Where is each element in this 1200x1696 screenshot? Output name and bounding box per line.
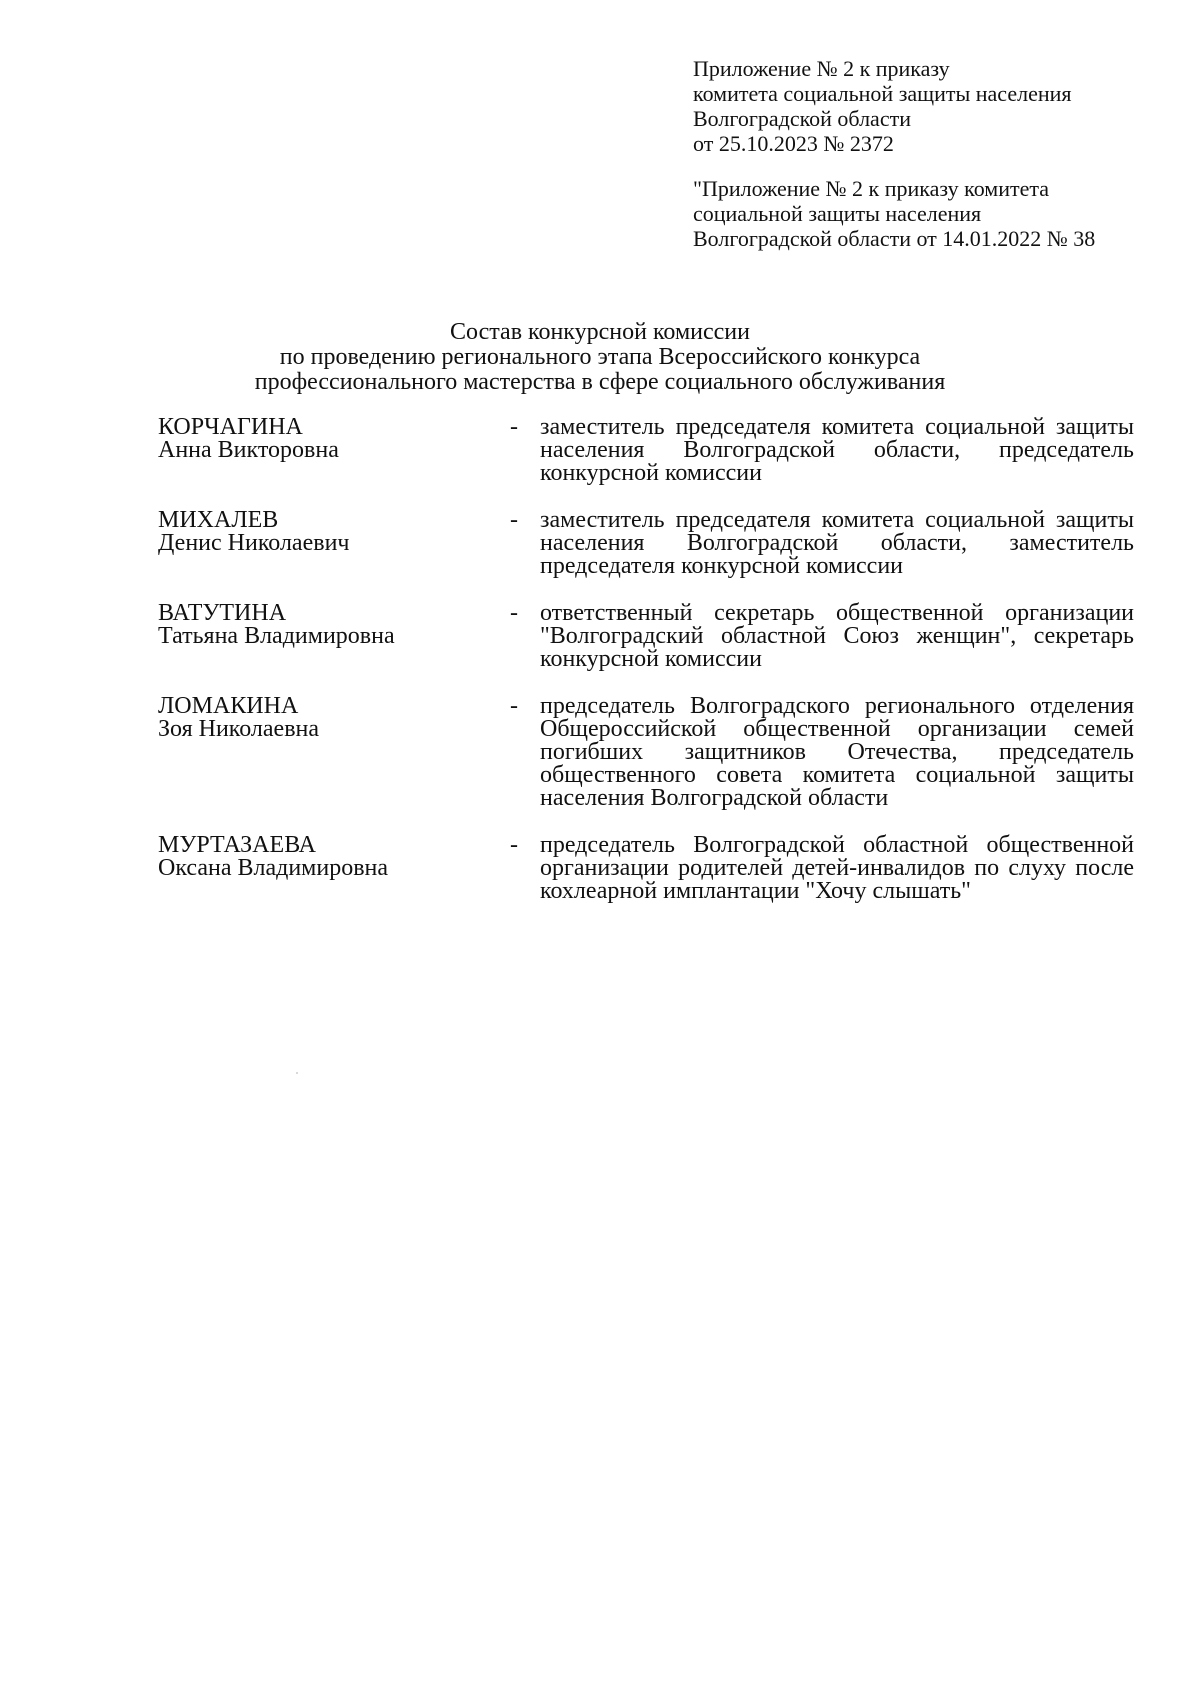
member-given-names: Зоя Николаевна	[158, 716, 320, 742]
member-surname: ЛОМАКИНА	[158, 693, 299, 719]
appendix-line: комитета социальной защиты населения	[693, 81, 1072, 106]
member-name	[158, 509, 494, 555]
member-given-names: Денис Николаевич	[158, 530, 350, 556]
member-name	[158, 695, 494, 741]
member-surname: МИХАЛЕВ	[158, 507, 279, 533]
appendix-line: Волгоградской области от 14.01.2022 № 38	[693, 226, 1096, 251]
member-surname: ВАТУТИНА	[158, 600, 287, 626]
appendix-line: "Приложение № 2 к приказу комитета	[693, 176, 1050, 201]
appendix-date-number-line: от 25.10.2023 № 2372	[693, 131, 894, 156]
member-dash: -	[510, 693, 518, 719]
member-name	[158, 602, 494, 648]
member-entry	[158, 602, 1134, 671]
member-entry	[158, 834, 1134, 903]
member-role: председатель Волгоградского регионального отделения Общероссийской общественной организации семей погибших защитников Отечества, председатель общественного совета комитета социальной защиты населения Волгоградской области	[540, 693, 1134, 811]
member-dash: -	[510, 600, 518, 626]
appendix-header-previous	[693, 176, 1163, 251]
commission-members-list	[158, 416, 1134, 903]
member-dash: -	[510, 507, 518, 533]
member-surname: МУРТАЗАЕВА	[158, 832, 317, 858]
member-given-names: Оксана Владимировна	[158, 855, 389, 881]
member-role: председатель Волгоградской областной общественной организации родителей детей-инвалидов по слуху после кохлеарной имплантации "Хочу слышать"	[540, 832, 1134, 904]
appendix-header-current	[693, 56, 1163, 156]
member-entry	[158, 509, 1134, 578]
document-title	[0, 320, 1200, 395]
member-dash: -	[510, 832, 518, 858]
member-entry	[158, 695, 1134, 810]
member-entry	[158, 416, 1134, 485]
member-role: заместитель председателя комитета социальной защиты населения Волгоградской области, председатель конкурсной комиссии	[540, 414, 1134, 486]
appendix-line: социальной защиты населения	[693, 201, 982, 226]
member-dash: -	[510, 414, 518, 440]
member-given-names: Татьяна Владимировна	[158, 623, 395, 649]
member-role: заместитель председателя комитета социальной защиты населения Волгоградской области, заместитель председателя конкурсной комиссии	[540, 507, 1134, 579]
member-role: ответственный секретарь общественной организации "Волгоградский областной Союз женщин", секретарь конкурсной комиссии	[540, 600, 1134, 672]
title-line: по проведению регионального этапа Всероссийского конкурса	[279, 344, 921, 370]
appendix-line: Волгоградской области	[693, 106, 911, 131]
scan-speck	[296, 1072, 298, 1074]
member-given-names: Анна Викторовна	[158, 437, 339, 463]
appendix-line: Приложение № 2 к приказу	[693, 56, 950, 81]
title-line: профессионального мастерства в сфере социального обслуживания	[254, 369, 946, 395]
member-name	[158, 416, 494, 462]
member-name	[158, 834, 494, 880]
title-line: Состав конкурсной комиссии	[450, 319, 750, 345]
member-surname: КОРЧАГИНА	[158, 414, 303, 440]
